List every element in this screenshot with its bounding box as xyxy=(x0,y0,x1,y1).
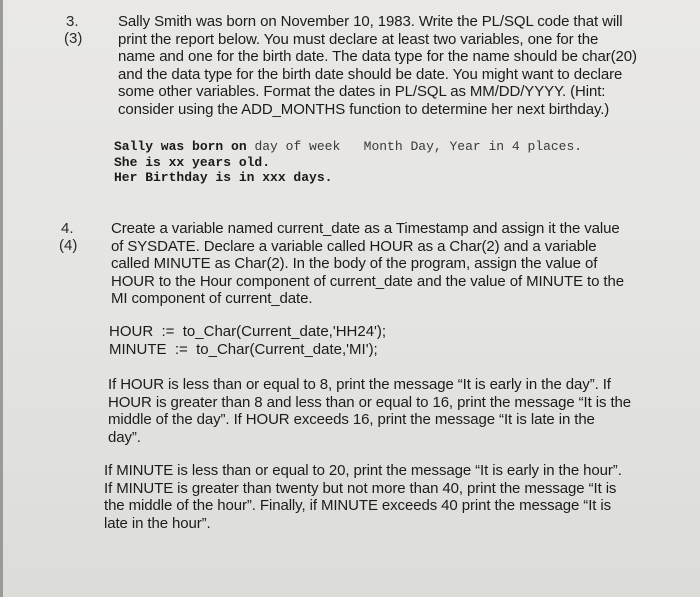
code-snippet xyxy=(109,323,386,358)
text-line: consider using the ADD_MONTHS function to determine her next birthday.) xyxy=(118,100,610,118)
report-output-sample xyxy=(114,139,582,186)
question-points: (4) xyxy=(59,237,78,254)
text-line: MI component of current_date. xyxy=(111,290,313,307)
question-4-number xyxy=(61,220,77,254)
question-3-text xyxy=(118,13,637,118)
question-number: 4. xyxy=(61,220,74,237)
report-line-3: Her Birthday is in xxx days. xyxy=(114,170,333,185)
text-line: Create a variable named current_date as a Timestamp and assign it the value xyxy=(111,220,620,237)
text-line: called MINUTE as Char(2). In the body of the program, assign the value of xyxy=(111,255,598,272)
text-line: late in the hour”. xyxy=(104,514,211,532)
text-line: If MINUTE is less than or equal to 20, print the message “It is early in the hour”. xyxy=(104,462,622,479)
code-line: MINUTE := to_Char(Current_date,'MI'); xyxy=(109,340,378,358)
text-line: the middle of the hour”. Finally, if MINUTE exceeds 40 print the message “It is xyxy=(104,497,612,514)
text-line: If HOUR is less than or equal to 8, print the message “It is early in the day”. If xyxy=(108,376,611,393)
report-placeholder-text: day of week Month Day, Year in 4 places. xyxy=(254,139,583,154)
page-edge xyxy=(0,0,3,597)
text-line: some other variables. Format the dates in PL/SQL as MM/DD/YYYY. (Hint: xyxy=(118,83,606,100)
text-line: Sally Smith was born on November 10, 1983. Write the PL/SQL code that will xyxy=(118,13,623,30)
text-line: and the data type for the birth date should be date. You might want to declare xyxy=(118,65,623,83)
text-line: of SYSDATE. Declare a variable called HOUR as a Char(2) and a variable xyxy=(111,237,597,255)
text-line: print the report below. You must declare at least two variables, one for the xyxy=(118,30,599,48)
question-3-number xyxy=(66,13,82,47)
code-line: HOUR := to_Char(Current_date,'HH24'); xyxy=(109,323,387,340)
hour-rules xyxy=(108,376,631,446)
question-points: (3) xyxy=(64,30,83,47)
text-line: HOUR is greater than 8 and less than or equal to 16, print the message “It is the xyxy=(108,393,632,411)
question-4-text xyxy=(111,220,624,308)
report-line-2: She is xx years old. xyxy=(114,154,271,170)
text-line: day”. xyxy=(108,428,141,446)
text-line: HOUR to the Hour component of current_date and the value of MINUTE to the xyxy=(111,272,624,290)
text-line: middle of the day”. If HOUR exceeds 16, print the message “It is late in the xyxy=(108,411,595,428)
minute-rules xyxy=(104,462,622,532)
text-line: name and one for the birth date. The data type for the name should be char(20) xyxy=(118,48,637,65)
report-line-1 xyxy=(114,139,582,155)
report-text-bold: Sally was born on xyxy=(114,139,255,154)
question-number: 3. xyxy=(66,13,79,30)
text-line: If MINUTE is greater than twenty but not more than 40, print the message “It is xyxy=(104,479,617,497)
